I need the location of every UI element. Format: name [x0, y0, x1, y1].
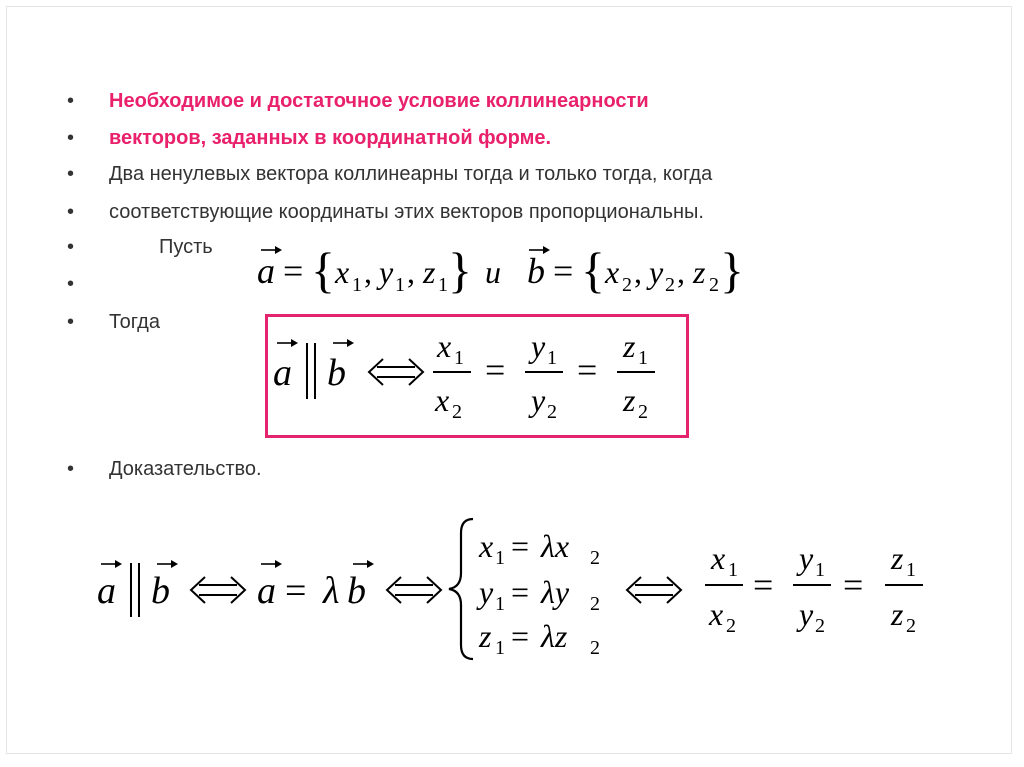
svg-text:b: b	[347, 570, 366, 612]
svg-text:y: y	[799, 596, 814, 632]
svg-text:λz: λz	[541, 618, 568, 654]
svg-text:=: =	[511, 574, 530, 610]
svg-text:2: 2	[590, 637, 600, 659]
svg-text:=: =	[511, 618, 530, 654]
bullet-dot: •	[67, 458, 75, 480]
svg-text:=: =	[485, 350, 506, 390]
svg-text:1: 1	[454, 347, 464, 369]
svg-text:=: =	[553, 251, 574, 291]
svg-text:{: {	[581, 242, 605, 298]
svg-text:z: z	[423, 254, 436, 290]
svg-text:y: y	[799, 540, 814, 576]
bullet-dot: •	[67, 127, 75, 149]
svg-text:1: 1	[438, 274, 448, 296]
bullet-5-text: Пусть	[159, 236, 213, 258]
svg-text:b: b	[527, 251, 545, 291]
svg-text:}: }	[720, 242, 744, 298]
svg-text:=: =	[843, 565, 864, 605]
svg-text:z: z	[693, 254, 706, 290]
bullet-3-text: Два ненулевых вектора коллинеарны тогда и только тогда, когда	[109, 163, 713, 185]
bullet-dot: •	[67, 201, 75, 223]
bullet-dot: •	[67, 163, 75, 185]
svg-text:1: 1	[352, 274, 362, 296]
svg-text:2: 2	[638, 401, 648, 423]
svg-text:a: a	[257, 251, 275, 291]
svg-text:x: x	[479, 528, 494, 564]
bullet-8-text: Доказательство.	[109, 458, 262, 480]
formula-proof	[91, 513, 961, 663]
svg-text:x: x	[437, 328, 452, 364]
svg-text:x: x	[711, 540, 726, 576]
svg-text:=: =	[577, 350, 598, 390]
svg-text:1: 1	[638, 347, 648, 369]
bullet-2-text: векторов, заданных в координатной форме.	[109, 127, 552, 149]
svg-text:2: 2	[547, 401, 557, 423]
svg-text:,: ,	[677, 254, 685, 290]
svg-text:2: 2	[665, 274, 675, 296]
svg-text:{: {	[311, 242, 335, 298]
formula-collinearity-criterion	[269, 319, 683, 431]
svg-text:2: 2	[590, 547, 600, 569]
svg-text:z: z	[479, 618, 492, 654]
svg-text:=: =	[511, 528, 530, 564]
svg-text:=: =	[753, 565, 774, 605]
svg-text:}: }	[448, 242, 472, 298]
svg-text:,: ,	[364, 254, 372, 290]
svg-text:1: 1	[395, 274, 405, 296]
svg-text:b: b	[151, 570, 170, 612]
svg-text:и: и	[485, 254, 501, 290]
svg-text:2: 2	[452, 401, 462, 423]
svg-text:y: y	[531, 328, 546, 364]
svg-text:λ: λ	[323, 570, 340, 612]
svg-text:λy: λy	[541, 574, 570, 610]
svg-text:x: x	[435, 382, 450, 418]
svg-text:=: =	[283, 251, 304, 291]
svg-text:y: y	[531, 382, 546, 418]
svg-text:a: a	[257, 570, 276, 612]
svg-text:x: x	[335, 254, 350, 290]
svg-text:1: 1	[547, 347, 557, 369]
svg-text:1: 1	[815, 559, 825, 581]
bullet-4-text: соответствующие координаты этих векторов пропорциональны.	[109, 201, 704, 223]
svg-text:y: y	[479, 574, 494, 610]
svg-text:=: =	[285, 570, 307, 612]
svg-text:z: z	[891, 596, 904, 632]
svg-text:z: z	[623, 382, 636, 418]
svg-text:x: x	[709, 596, 724, 632]
svg-text:2: 2	[726, 615, 736, 637]
svg-text:y: y	[379, 254, 394, 290]
svg-text:z: z	[891, 540, 904, 576]
svg-text:1: 1	[495, 637, 505, 659]
svg-text:1: 1	[495, 547, 505, 569]
svg-text:b: b	[327, 352, 346, 394]
svg-text:,: ,	[634, 254, 642, 290]
svg-text:a: a	[273, 352, 292, 394]
svg-text:1: 1	[906, 559, 916, 581]
svg-text:a: a	[97, 570, 116, 612]
svg-text:λx: λx	[541, 528, 570, 564]
svg-text:2: 2	[906, 615, 916, 637]
svg-text:x: x	[605, 254, 620, 290]
svg-text:2: 2	[622, 274, 632, 296]
bullet-7-text: Тогда	[109, 311, 160, 333]
svg-text:z: z	[623, 328, 636, 364]
svg-text:2: 2	[709, 274, 719, 296]
bullet-dot: •	[67, 311, 75, 333]
formula-vectors-definition	[247, 235, 777, 299]
bullet-dot: •	[67, 273, 75, 295]
svg-text:2: 2	[590, 593, 600, 615]
svg-text:1: 1	[495, 593, 505, 615]
svg-text:2: 2	[815, 615, 825, 637]
svg-text:y: y	[649, 254, 664, 290]
bullet-1-text: Необходимое и достаточное условие коллинеарности	[109, 90, 649, 112]
slide	[6, 6, 1012, 754]
bullet-dot: •	[67, 90, 75, 112]
bullet-dot: •	[67, 236, 75, 258]
svg-text:,: ,	[407, 254, 415, 290]
svg-text:1: 1	[728, 559, 738, 581]
